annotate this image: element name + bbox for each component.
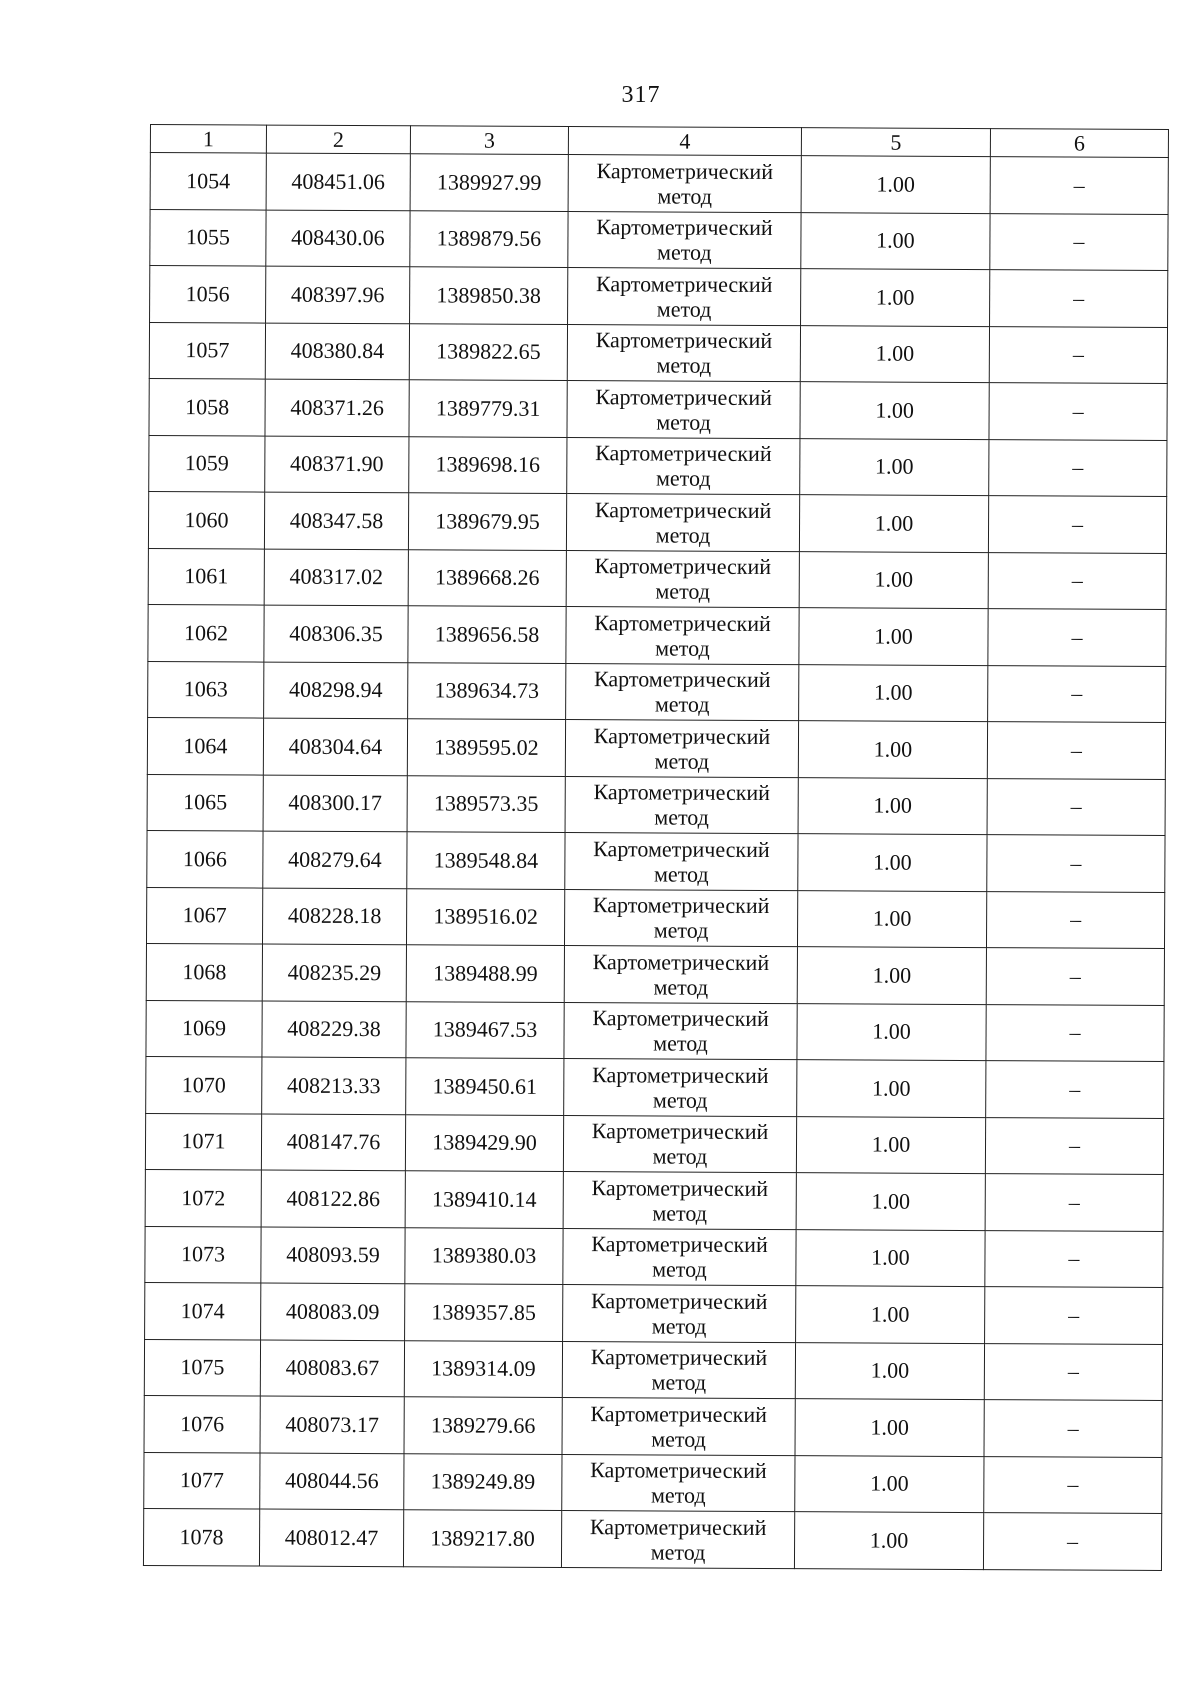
y-coordinate-cell: 1389779.31 [409,380,567,437]
accuracy-cell: 1.00 [796,1229,985,1286]
accuracy-cell: 1.00 [798,777,987,834]
x-coordinate-cell: 408228.18 [262,888,406,945]
method-line-2: метод [652,1143,708,1169]
table-row [147,774,1165,835]
table-row [149,322,1167,383]
header-col-2: 2 [266,125,410,154]
accuracy-cell: 1.00 [799,495,988,552]
table-row [149,378,1167,439]
method-cell [564,1059,797,1117]
table-row [145,1169,1163,1230]
x-coordinate-cell: 408083.09 [261,1283,405,1340]
accuracy-cell: 1.00 [801,156,990,213]
table-row [145,1282,1163,1343]
y-coordinate-cell: 1389357.85 [405,1284,563,1341]
method-line-1: Картометрический [591,1231,768,1258]
method-line-2: метод [651,1369,707,1395]
y-coordinate-cell: 1389634.73 [408,662,566,719]
header-col-5: 5 [801,128,990,157]
x-coordinate-cell: 408371.26 [265,379,409,436]
table-row [148,491,1166,552]
method-line-2: метод [652,1200,708,1226]
y-coordinate-cell: 1389380.03 [405,1227,563,1284]
y-coordinate-cell: 1389679.95 [408,493,566,550]
point-number-cell: 1063 [148,661,264,718]
method-cell [567,381,800,439]
accuracy-cell: 1.00 [797,1060,986,1117]
point-number-cell: 1065 [147,774,263,831]
y-coordinate-cell: 1389429.90 [405,1114,563,1171]
method-cell [565,720,798,778]
method-line-2: метод [654,691,710,717]
point-number-cell: 1054 [150,153,266,210]
coordinates-table [143,124,1169,1570]
accuracy-cell: 1.00 [795,1455,984,1512]
y-coordinate-cell: 1389850.38 [410,267,568,324]
table-row [150,153,1168,214]
header-col-1: 1 [150,125,266,154]
method-cell [561,1511,794,1569]
method-line-1: Картометрический [591,1118,769,1145]
method-cell [563,1228,796,1286]
x-coordinate-cell: 408451.06 [266,153,410,210]
x-coordinate-cell: 408298.94 [264,662,408,719]
accuracy-cell: 1.00 [798,834,987,891]
table-row [150,209,1168,270]
y-coordinate-cell: 1389314.09 [404,1340,562,1397]
accuracy-cell: 1.00 [797,947,986,1004]
note-cell: – [985,1117,1163,1174]
note-cell: – [990,157,1168,214]
y-coordinate-cell: 1389279.66 [404,1397,562,1454]
point-number-cell: 1069 [146,1000,262,1057]
note-cell: – [987,722,1165,779]
note-cell: – [983,1513,1161,1570]
point-number-cell: 1078 [143,1508,259,1565]
method-line-2: метод [655,578,711,604]
method-line-1: Картометрический [591,1174,769,1201]
y-coordinate-cell: 1389467.53 [406,1001,564,1058]
note-cell: – [989,383,1167,440]
method-line-2: метод [656,296,712,322]
method-line-2: метод [657,239,712,265]
method-cell [567,437,800,495]
point-number-cell: 1068 [146,943,262,1000]
point-number-cell: 1076 [144,1395,260,1452]
method-line-2: метод [656,352,712,378]
method-line-2: метод [653,974,709,1000]
accuracy-cell: 1.00 [800,382,989,439]
accuracy-cell: 1.00 [799,608,988,665]
table-row [146,943,1164,1004]
point-number-cell: 1070 [146,1056,262,1113]
point-number-cell: 1072 [145,1169,261,1226]
point-number-cell: 1058 [149,378,265,435]
point-number-cell: 1059 [149,435,265,492]
method-cell [568,211,801,269]
x-coordinate-cell: 408317.02 [264,549,408,606]
accuracy-cell: 1.00 [798,721,987,778]
table-row [146,1056,1164,1117]
method-line-1: Картометрический [594,609,771,636]
table-row [148,661,1166,722]
note-cell: – [986,1061,1164,1118]
method-line-1: Картометрический [589,1513,767,1540]
y-coordinate-cell: 1389450.61 [406,1058,564,1115]
point-number-cell: 1057 [149,322,265,379]
accuracy-cell: 1.00 [800,438,989,495]
method-cell [565,833,798,891]
x-coordinate-cell: 408122.86 [261,1170,405,1227]
note-cell: – [985,1287,1163,1344]
method-line-1: Картометрический [596,214,773,241]
method-line-1: Картометрический [593,835,770,862]
method-cell [562,1454,795,1512]
header-col-6: 6 [990,129,1168,158]
accuracy-cell: 1.00 [799,551,988,608]
y-coordinate-cell: 1389573.35 [407,775,565,832]
method-line-2: метод [650,1482,706,1508]
x-coordinate-cell: 408371.90 [265,436,409,493]
note-cell: – [984,1400,1162,1457]
note-cell: – [984,1456,1162,1513]
y-coordinate-cell: 1389822.65 [409,323,567,380]
y-coordinate-cell: 1389516.02 [406,888,564,945]
method-line-1: Картометрический [595,383,772,410]
header-col-4: 4 [568,127,801,156]
method-line-1: Картометрический [590,1457,767,1484]
method-line-2: метод [651,1313,707,1339]
table-row [149,435,1167,496]
method-cell [563,1285,796,1343]
table-row [150,266,1168,327]
method-line-2: метод [653,917,709,943]
table-row [148,604,1166,665]
accuracy-cell: 1.00 [797,890,986,947]
y-coordinate-cell: 1389410.14 [405,1171,563,1228]
method-line-1: Картометрический [595,327,773,354]
note-cell: – [986,891,1164,948]
x-coordinate-cell: 408235.29 [262,944,406,1001]
point-number-cell: 1061 [148,548,264,605]
method-cell [568,268,801,326]
note-cell: – [988,552,1166,609]
point-number-cell: 1060 [148,491,264,548]
method-line-2: метод [651,1426,706,1452]
x-coordinate-cell: 408012.47 [259,1509,403,1566]
method-line-2: метод [656,409,711,435]
table-row [145,1113,1163,1174]
point-number-cell: 1073 [145,1226,261,1283]
x-coordinate-cell: 408279.64 [263,831,407,888]
table-row [144,1395,1162,1456]
accuracy-cell: 1.00 [796,1173,985,1230]
note-cell: – [986,1004,1164,1061]
point-number-cell: 1074 [145,1282,261,1339]
note-cell: – [989,439,1167,496]
point-number-cell: 1066 [147,830,263,887]
method-line-1: Картометрический [594,496,772,523]
x-coordinate-cell: 408083.67 [260,1340,404,1397]
method-line-1: Картометрический [592,948,770,975]
method-line-2: метод [652,1087,708,1113]
point-number-cell: 1056 [150,266,266,323]
method-cell [563,1115,796,1173]
y-coordinate-cell: 1389668.26 [408,549,566,606]
x-coordinate-cell: 408347.58 [264,492,408,549]
method-line-1: Картометрический [594,553,772,580]
method-cell [564,889,797,947]
note-cell: – [984,1343,1162,1400]
method-cell [568,155,801,213]
point-number-cell: 1055 [150,209,266,266]
point-number-cell: 1075 [144,1339,260,1396]
note-cell: – [988,609,1166,666]
x-coordinate-cell: 408213.33 [262,1057,406,1114]
note-cell: – [990,213,1168,270]
page-number: 317 [621,82,661,108]
x-coordinate-cell: 408300.17 [263,775,407,832]
method-cell [564,1002,797,1060]
table-row [146,1000,1164,1061]
method-line-1: Картометрический [592,892,770,919]
accuracy-cell: 1.00 [796,1286,985,1343]
note-cell: – [986,948,1164,1005]
x-coordinate-cell: 408397.96 [266,266,410,323]
method-cell [566,550,799,608]
accuracy-cell: 1.00 [801,269,990,326]
x-coordinate-cell: 408304.64 [263,718,407,775]
accuracy-cell: 1.00 [800,325,989,382]
table-row [147,717,1165,778]
method-line-1: Картометрический [593,666,771,693]
y-coordinate-cell: 1389595.02 [407,719,565,776]
method-cell [565,776,798,834]
method-line-2: метод [652,1256,707,1282]
table-row [146,887,1164,948]
method-line-2: метод [654,748,710,774]
x-coordinate-cell: 408306.35 [264,605,408,662]
note-cell: – [985,1174,1163,1231]
x-coordinate-cell: 408044.56 [260,1453,404,1510]
x-coordinate-cell: 408229.38 [262,1001,406,1058]
table-row [143,1508,1161,1569]
point-number-cell: 1077 [144,1452,260,1509]
x-coordinate-cell: 408380.84 [265,323,409,380]
method-cell [562,1341,795,1399]
y-coordinate-cell: 1389249.89 [404,1453,562,1510]
header-col-3: 3 [410,126,568,155]
table-row [147,830,1165,891]
point-number-cell: 1064 [147,717,263,774]
method-line-2: метод [654,804,709,830]
point-number-cell: 1071 [145,1113,261,1170]
method-cell [566,663,799,721]
method-line-1: Картометрический [596,157,774,184]
method-cell [567,324,800,382]
y-coordinate-cell: 1389656.58 [408,606,566,663]
accuracy-cell: 1.00 [799,664,988,721]
method-cell [563,1172,796,1230]
accuracy-cell: 1.00 [795,1342,984,1399]
y-coordinate-cell: 1389217.80 [403,1510,561,1567]
y-coordinate-cell: 1389879.56 [410,210,568,267]
method-line-2: метод [653,1030,708,1056]
method-line-1: Картометрический [595,440,772,467]
method-cell [566,607,799,665]
x-coordinate-cell: 408430.06 [266,210,410,267]
method-line-1: Картометрический [590,1287,768,1314]
point-number-cell: 1062 [148,604,264,661]
y-coordinate-cell: 1389488.99 [406,945,564,1002]
note-cell: – [985,1230,1163,1287]
x-coordinate-cell: 408093.59 [261,1227,405,1284]
note-cell: – [987,778,1165,835]
point-number-cell: 1067 [146,887,262,944]
method-cell [566,494,799,552]
note-cell: – [988,665,1166,722]
x-coordinate-cell: 408147.76 [261,1114,405,1171]
method-line-2: метод [650,1539,706,1565]
method-line-1: Картометрический [593,722,771,749]
accuracy-cell: 1.00 [797,1003,986,1060]
note-cell: – [990,270,1168,327]
method-line-2: метод [657,183,712,209]
method-line-2: метод [655,465,711,491]
method-line-1: Картометрический [590,1344,768,1371]
table-row [148,548,1166,609]
y-coordinate-cell: 1389548.84 [407,832,565,889]
table-row [145,1226,1163,1287]
note-cell: – [988,496,1166,553]
accuracy-cell: 1.00 [795,1399,984,1456]
method-line-1: Картометрический [595,270,773,297]
table-body [143,153,1168,1570]
accuracy-cell: 1.00 [801,212,990,269]
y-coordinate-cell: 1389698.16 [409,436,567,493]
x-coordinate-cell: 408073.17 [260,1396,404,1453]
method-line-1: Картометрический [590,1400,767,1427]
method-line-1: Картометрический [593,779,771,806]
method-cell [564,946,797,1004]
note-cell: – [987,835,1165,892]
note-cell: – [989,326,1167,383]
table-row [144,1452,1162,1513]
method-line-2: метод [655,522,711,548]
y-coordinate-cell: 1389927.99 [410,154,568,211]
accuracy-cell: 1.00 [796,1116,985,1173]
accuracy-cell: 1.00 [794,1512,983,1569]
method-line-1: Картометрический [592,1061,769,1088]
method-line-2: метод [653,861,709,887]
method-cell [562,1398,795,1456]
method-line-1: Картометрический [592,1005,769,1032]
table-row [144,1339,1162,1400]
method-line-2: метод [655,635,710,661]
